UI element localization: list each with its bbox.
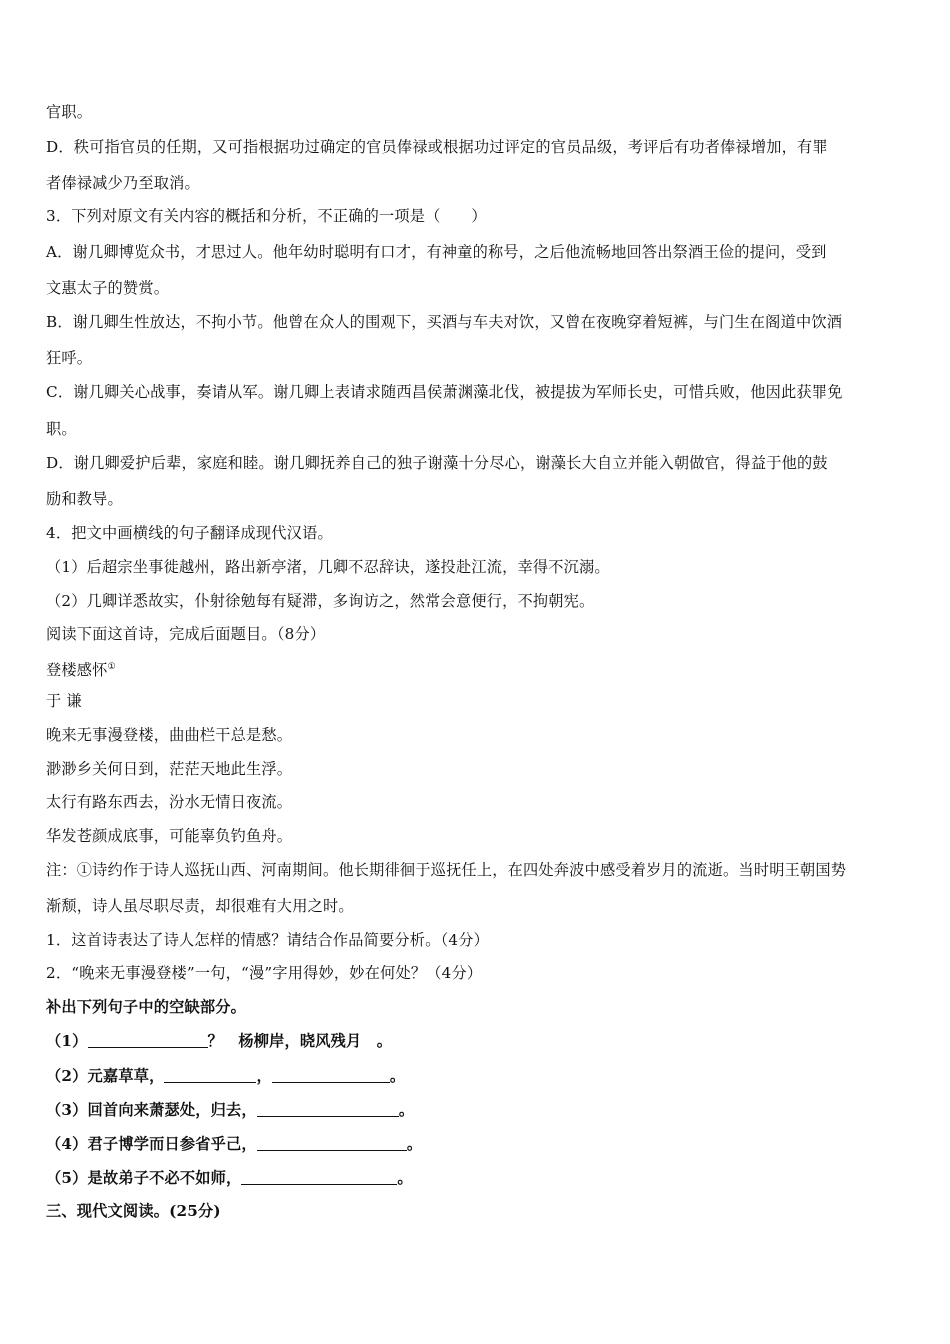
poem-line: 华发苍颜成底事，可能辜负钓鱼舟。 [46, 827, 293, 845]
fill-title: 补出下列句子中的空缺部分。 [46, 998, 247, 1016]
text-line: 职。 [46, 420, 77, 438]
poem-line: 太行有路东西去，汾水无情日夜流。 [46, 793, 293, 811]
text-line: 者俸禄减少乃至取消。 [46, 174, 200, 192]
fill-item-4: （4）君子博学而日参省乎己， 。 [46, 1135, 423, 1153]
answer-blank[interactable] [272, 1067, 390, 1083]
section-heading: 三、现代文阅读。(25分) [46, 1202, 221, 1220]
text-line: 官职。 [46, 103, 93, 121]
answer-blank[interactable] [257, 1101, 399, 1117]
poem-title: 登楼感怀① [46, 661, 116, 680]
fill-item-2: （2）元嘉草草， ， 。 [46, 1067, 406, 1085]
answer-blank[interactable] [88, 1032, 208, 1048]
fill-item-5: （5）是故弟子不必不如师， 。 [46, 1169, 413, 1187]
fill-item-1: （1） ？ 杨柳岸，晓风残月 。 [46, 1032, 393, 1050]
translate-sentence-2: （2）几卿详悉故实，仆射徐勉每有疑滞，多询访之，然常会意便行，不拘朝宪。 [46, 592, 595, 610]
option-b: B．谢几卿生性放达，不拘小节。他曾在众人的围观下，买酒与车夫对饮，又曾在夜晚穿着短裤，与门生在阁道中饮酒 [46, 313, 843, 331]
text-line: 狂呼。 [46, 349, 93, 367]
poem-author: 于 谦 [46, 692, 82, 710]
poem-line: 渺渺乡关何日到，茫茫天地此生浮。 [46, 760, 293, 778]
answer-blank[interactable] [257, 1135, 407, 1151]
answer-blank[interactable] [241, 1169, 397, 1185]
poem-line: 晚来无事漫登楼，曲曲栏干总是愁。 [46, 726, 293, 744]
text-line: 励和教导。 [46, 490, 123, 508]
option-c: C．谢几卿关心战事，奏请从军。谢几卿上表请求随西昌侯萧渊藻北伐，被提拔为军师长史，可惜兵败，他因此获罪免 [46, 383, 843, 401]
option-d: D．谢几卿爱护后辈，家庭和睦。谢几卿抚养自己的独子谢藻十分尽心，谢藻长大自立并能入朝做官，得益于他的鼓 [46, 454, 828, 472]
question-3-stem: 3．下列对原文有关内容的概括和分析，不正确的一项是（ ） [46, 207, 487, 225]
poem-intro: 阅读下面这首诗，完成后面题目。（8分） [46, 625, 326, 643]
option-d: D．秩可指官员的任期，又可指根据功过确定的官员俸禄或根据功过评定的官员品级，考评后有功者俸禄增加，有罪 [46, 138, 828, 156]
poem-question-1: 1．这首诗表达了诗人怎样的情感？请结合作品简要分析。（4分） [46, 931, 489, 949]
question-4-stem: 4．把文中画横线的句子翻译成现代汉语。 [46, 524, 333, 542]
answer-blank[interactable] [164, 1067, 256, 1083]
fill-item-3: （3）回首向来萧瑟处，归去， 。 [46, 1101, 415, 1119]
poem-question-2: 2．“晚来无事漫登楼”一句，“漫”字用得妙，妙在何处？（4分） [46, 964, 483, 982]
option-a: A．谢几卿博览众书，才思过人。他年幼时聪明有口才，有神童的称号，之后他流畅地回答出祭酒王俭的提问，受到 [46, 243, 827, 261]
translate-sentence-1: （1）后超宗坐事徙越州，路出新亭渚，几卿不忍辞诀，遂投赴江流，幸得不沉溺。 [46, 558, 610, 576]
poem-note: 注：①诗约作于诗人巡抚山西、河南期间。他长期徘徊于巡抚任上，在四处奔波中感受着岁月的流逝。当时明王朝国势 [46, 861, 847, 879]
footnote-mark: ① [107, 662, 116, 672]
text-line: 渐颓，诗人虽尽职尽责，却很难有大用之时。 [46, 897, 354, 915]
text-line: 文惠太子的赞赏。 [46, 279, 170, 297]
